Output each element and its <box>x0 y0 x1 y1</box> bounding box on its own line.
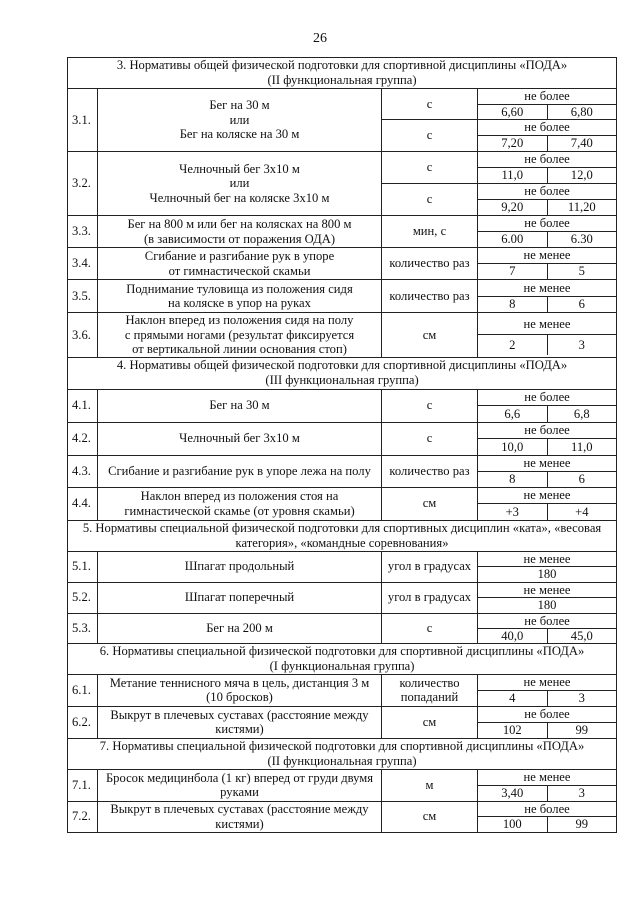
row-number: 3.4. <box>68 248 98 280</box>
norm-value: 6 <box>547 297 617 313</box>
norm-value: 6,8 <box>547 406 617 422</box>
norm-label: не более <box>478 120 616 136</box>
norm-value: 2 <box>509 338 516 352</box>
norm-value: 3 <box>547 786 617 801</box>
table-row <box>68 280 617 313</box>
section-subtitle: (II функциональная группа) <box>267 753 417 768</box>
row-number: 4.4. <box>68 487 98 520</box>
section-subtitle: (I функциональная группа) <box>269 658 415 673</box>
norm-value: 6.00 <box>501 232 524 247</box>
unit-cell: см <box>382 706 478 738</box>
norm-cell <box>478 582 617 613</box>
norm-label: не менее <box>478 280 616 297</box>
norm-cell <box>478 216 617 248</box>
norm-value: 8 <box>509 471 516 486</box>
unit-cell: с <box>382 120 478 152</box>
norm-label: не менее <box>478 552 616 568</box>
exercise-name-line: или <box>229 176 250 191</box>
norm-value: 7 <box>509 264 516 279</box>
exercise-name-line: с прямыми ногами (результат фиксируется <box>124 327 355 342</box>
norm-value: 40,0 <box>501 629 524 643</box>
norm-cell <box>478 487 617 520</box>
row-number: 3.1. <box>68 89 98 152</box>
unit-cell: количество раз <box>382 280 478 313</box>
norm-value: 5 <box>547 264 617 279</box>
section-header <box>68 520 617 551</box>
table-row <box>68 248 617 280</box>
norm-value: 3 <box>547 335 617 355</box>
unit-cell: с <box>382 389 478 422</box>
norm-cell <box>478 280 617 313</box>
norm-value: 99 <box>547 723 617 738</box>
table-row <box>68 706 617 738</box>
norm-label: не более <box>478 423 616 440</box>
table-row <box>68 455 617 487</box>
norm-cell <box>478 674 617 706</box>
norm-cell <box>478 422 617 455</box>
unit-cell: количество раз <box>382 248 478 280</box>
exercise-name <box>98 582 382 613</box>
norm-label: не более <box>478 89 616 105</box>
section-header-row <box>68 738 617 769</box>
section-header-row <box>68 58 617 89</box>
exercise-name-line: кистями) <box>215 722 264 736</box>
norm-cell <box>478 389 617 422</box>
exercise-name-line: Бег на 30 м <box>209 98 270 113</box>
table-row <box>68 674 617 706</box>
exercise-name <box>98 551 382 582</box>
exercise-name-line: руками <box>220 785 259 799</box>
table-row <box>68 313 617 358</box>
unit-cell: угол в градусах <box>382 582 478 613</box>
section-header <box>68 58 617 89</box>
table-row <box>68 422 617 455</box>
table-row <box>68 582 617 613</box>
unit-cell: м <box>382 769 478 801</box>
norm-cell <box>478 313 617 358</box>
exercise-name <box>98 487 382 520</box>
norm-value: 11,0 <box>547 439 617 455</box>
section-header <box>68 643 617 674</box>
exercise-name <box>98 769 382 801</box>
exercise-name-line: Наклон вперед из положения сидя на полу <box>125 313 354 327</box>
section-title: 3. Нормативы общей физической подготовки для спортивной дисциплины «ПОДА» <box>116 58 568 72</box>
section-header-row <box>68 357 617 389</box>
table-row <box>68 89 617 120</box>
unit-cell: см <box>382 487 478 520</box>
exercise-name-line: Бег на коляске на 30 м <box>179 127 300 142</box>
unit-cell: с <box>382 152 478 184</box>
row-number: 3.3. <box>68 216 98 248</box>
norm-value: 6,6 <box>504 406 521 421</box>
section-subtitle: (II функциональная группа) <box>267 73 417 87</box>
row-number: 7.2. <box>68 801 98 832</box>
exercise-name <box>98 674 382 706</box>
unit-cell: количество попаданий <box>382 674 478 706</box>
norm-value: 7,20 <box>501 136 524 151</box>
norm-value: 11,0 <box>501 168 524 183</box>
norm-value: 12,0 <box>547 168 617 183</box>
row-number: 3.2. <box>68 152 98 216</box>
norm-value: 7,40 <box>547 136 617 151</box>
exercise-name-line: Сгибание и разгибание рук в упоре <box>144 249 335 263</box>
unit-cell: с <box>382 184 478 216</box>
norm-label: не более <box>478 614 616 630</box>
section-subtitle: (III функциональная группа) <box>265 373 419 387</box>
norm-value: 4 <box>509 690 516 705</box>
row-number: 3.5. <box>68 280 98 313</box>
norm-label: не менее <box>478 583 616 599</box>
norm-value: +3 <box>505 504 519 519</box>
exercise-name <box>98 801 382 832</box>
exercise-name-line: Выкрут в плечевых суставах (расстояние между <box>110 802 369 816</box>
norm-cell <box>478 801 617 832</box>
norm-value: 11,20 <box>547 200 617 215</box>
table-row <box>68 551 617 582</box>
norm-value: 3,40 <box>501 785 524 800</box>
row-number: 3.6. <box>68 313 98 358</box>
norm-value: 45,0 <box>547 629 617 644</box>
norm-cell <box>478 152 617 184</box>
table-row <box>68 613 617 643</box>
section-title: 6. Нормативы специальной физической подготовки для спортивной дисциплины «ПОДА» <box>99 643 585 658</box>
norm-label: не более <box>478 707 616 723</box>
exercise-name-line: Сгибание и разгибание рук в упоре лежа на полу <box>108 463 371 478</box>
norm-value: 6,60 <box>501 104 524 119</box>
exercise-name <box>98 313 382 358</box>
norm-value: 99 <box>547 817 617 832</box>
exercise-name-line: Челночный бег 3х10 м <box>179 161 300 176</box>
section-title: 5. Нормативы специальной физической подготовки для спортивных дисциплин «ката», «весовая <box>82 520 602 535</box>
norm-value: 6.30 <box>547 232 617 247</box>
norm-value: 6,80 <box>547 105 617 120</box>
row-number: 6.2. <box>68 706 98 738</box>
norm-cell <box>478 455 617 487</box>
norm-label: не менее <box>478 248 616 264</box>
norm-cell <box>478 769 617 801</box>
norm-label: не более <box>478 152 616 168</box>
exercise-name-line: Метание теннисного мяча в цель, дистанция 3 м <box>109 675 370 690</box>
norm-value: 102 <box>502 722 522 737</box>
exercise-name-line: Выкрут в плечевых суставах (расстояние между <box>110 707 369 722</box>
norm-label: не более <box>478 184 616 200</box>
section-header <box>68 357 617 389</box>
norm-label: не более <box>478 802 616 818</box>
norm-value: 3 <box>547 691 617 706</box>
norm-value: 9,20 <box>501 200 524 215</box>
section-header <box>68 738 617 769</box>
unit-cell: количество раз <box>382 455 478 487</box>
exercise-name-line: Бросок медицинбола (1 кг) вперед от груди двумя <box>105 770 374 785</box>
row-number: 7.1. <box>68 769 98 801</box>
exercise-name-line: Шпагат продольный <box>184 559 295 574</box>
exercise-name <box>98 152 382 216</box>
norm-label: не более <box>478 216 616 232</box>
section-subtitle: категория», «командные соревнования» <box>235 535 449 550</box>
table-row <box>68 801 617 832</box>
section-title: 7. Нормативы специальной физической подготовки для спортивной дисциплины «ПОДА» <box>99 738 585 753</box>
exercise-name-line: на коляске в упор на руках <box>168 296 311 310</box>
exercise-name <box>98 613 382 643</box>
page-number: 26 <box>313 31 327 46</box>
unit-cell: угол в градусах <box>382 551 478 582</box>
norm-label: не более <box>478 390 616 407</box>
exercise-name-line: (10 бросков) <box>206 690 273 704</box>
norm-value: +4 <box>547 504 617 520</box>
table-row <box>68 487 617 520</box>
exercise-name-line: Шпагат поперечный <box>184 590 295 605</box>
exercise-name-line: от гимнастической скамьи <box>168 263 311 278</box>
norm-cell <box>478 613 617 643</box>
norm-label: не менее <box>478 770 616 786</box>
row-number: 5.3. <box>68 613 98 643</box>
section-header-row <box>68 520 617 551</box>
unit-cell: с <box>382 422 478 455</box>
norm-cell <box>478 248 617 280</box>
unit-cell: мин, с <box>382 216 478 248</box>
norm-cell <box>478 120 617 152</box>
exercise-name <box>98 89 382 152</box>
exercise-name-line: или <box>229 112 250 127</box>
exercise-name-line: от вертикальной линии основания стоп) <box>132 342 347 356</box>
section-title: 4. Нормативы общей физической подготовки для спортивной дисциплины «ПОДА» <box>116 358 568 372</box>
standards-table <box>67 57 617 833</box>
exercise-name <box>98 422 382 455</box>
norm-value: 180 <box>537 598 557 612</box>
norm-cell <box>478 551 617 582</box>
norm-value: 6 <box>547 472 617 487</box>
norm-label: не менее <box>478 456 616 472</box>
row-number: 4.3. <box>68 455 98 487</box>
table-row <box>68 152 617 184</box>
norm-label: не менее <box>478 675 616 691</box>
unit-cell: см <box>382 313 478 358</box>
exercise-name-line: Бег на 200 м <box>206 620 273 635</box>
norm-value: 180 <box>537 567 557 581</box>
exercise-name-line: кистями) <box>215 816 264 831</box>
norm-label: не менее <box>478 314 616 335</box>
exercise-name <box>98 280 382 313</box>
exercise-name-line: гимнастической скамье (от уровня скамьи) <box>124 503 355 518</box>
row-number: 5.1. <box>68 551 98 582</box>
norm-value: 8 <box>509 297 516 311</box>
norm-cell <box>478 706 617 738</box>
exercise-name <box>98 248 382 280</box>
table-row <box>68 216 617 248</box>
norm-cell <box>478 184 617 216</box>
exercise-name-line: Бег на 800 м или бег на колясках на 800 м <box>127 217 352 231</box>
norm-value: 100 <box>502 817 522 831</box>
norm-label: не менее <box>478 488 616 505</box>
exercise-name-line: Наклон вперед из положения стоя на <box>140 489 339 503</box>
norm-value: 10,0 <box>501 439 524 454</box>
unit-cell: с <box>382 613 478 643</box>
norm-cell <box>478 89 617 120</box>
row-number: 6.1. <box>68 674 98 706</box>
unit-cell: с <box>382 89 478 120</box>
row-number: 4.2. <box>68 422 98 455</box>
exercise-name-line: (в зависимости от поражения ОДА) <box>143 231 336 246</box>
row-number: 4.1. <box>68 389 98 422</box>
exercise-name <box>98 216 382 248</box>
exercise-name-line: Бег на 30 м <box>209 398 270 413</box>
exercise-name-line: Челночный бег 3х10 м <box>179 431 300 446</box>
unit-cell: см <box>382 801 478 832</box>
exercise-name-line: Поднимание туловища из положения сидя <box>126 281 353 296</box>
exercise-name <box>98 389 382 422</box>
exercise-name <box>98 706 382 738</box>
table-row <box>68 769 617 801</box>
exercise-name <box>98 455 382 487</box>
exercise-name-line: Челночный бег на коляске 3х10 м <box>149 190 330 205</box>
table-row <box>68 389 617 422</box>
row-number: 5.2. <box>68 582 98 613</box>
section-header-row <box>68 643 617 674</box>
